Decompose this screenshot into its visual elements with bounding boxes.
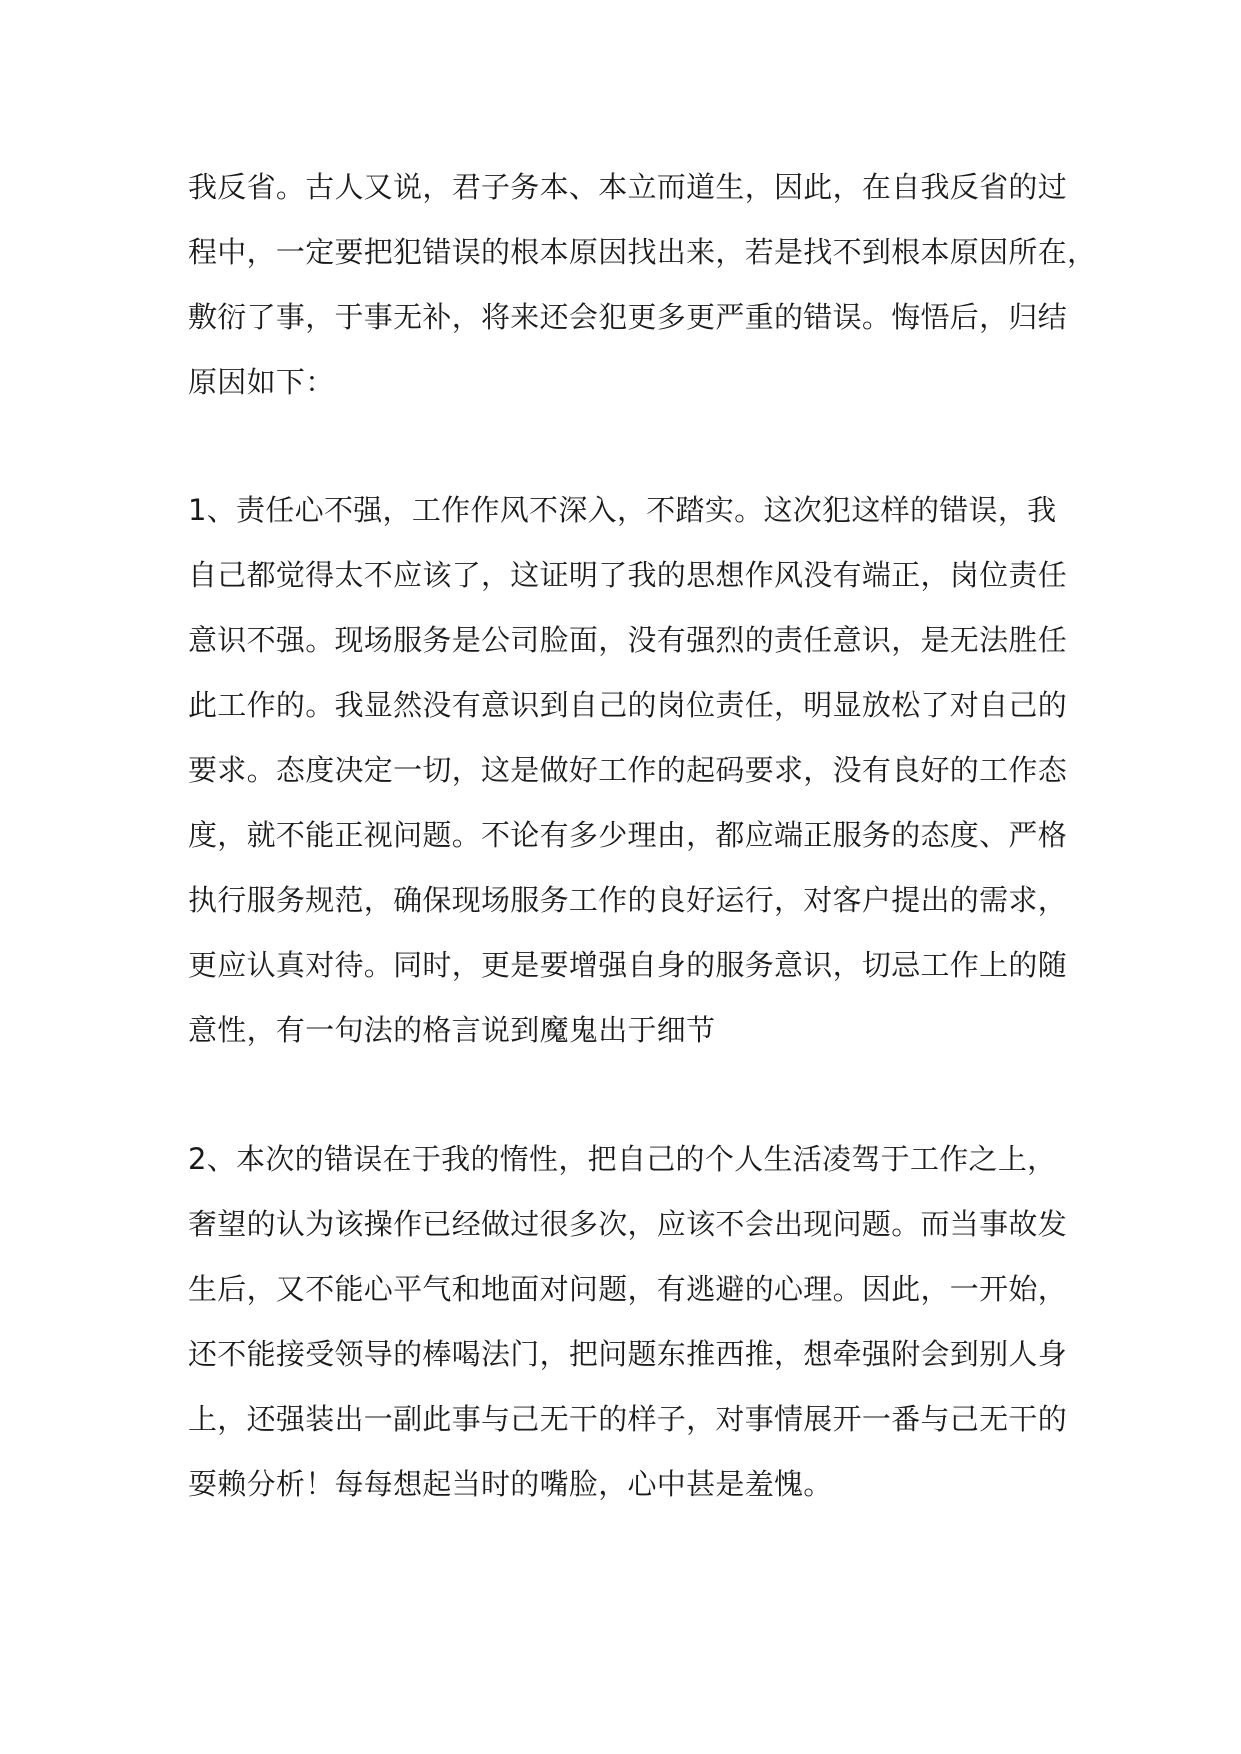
paragraph-line: 敷衍了事，于事无补，将来还会犯更多更严重的错误。悔悟后，归结 xyxy=(188,300,1068,334)
paragraph-line: 原因如下： xyxy=(188,365,335,399)
paragraph-line: 意性，有一句法的格言说到魔鬼出于细节 xyxy=(188,1013,716,1047)
paragraph-line: 意识不强。现场服务是公司脸面，没有强烈的责任意识，是无法胜任 xyxy=(188,623,1068,657)
paragraph-line: 更应认真对待。同时，更是要增强自身的服务意识，切忌工作上的随 xyxy=(188,948,1068,982)
paragraph-line: 程中，一定要把犯错误的根本原因找出来，若是找不到根本原因所在， xyxy=(188,235,1097,269)
paragraph-line: 上，还强装出一副此事与己无干的样子，对事情展开一番与己无干的 xyxy=(188,1402,1068,1436)
paragraph-line: 奢望的认为该操作已经做过很多次，应该不会出现问题。而当事故发 xyxy=(188,1207,1068,1241)
paragraph-line: 要求。态度决定一切，这是做好工作的起码要求，没有良好的工作态 xyxy=(188,753,1068,787)
paragraph-line: 自己都觉得太不应该了，这证明了我的思想作风没有端正，岗位责任 xyxy=(188,558,1068,592)
paragraph-line: 此工作的。我显然没有意识到自己的岗位责任，明显放松了对自己的 xyxy=(188,688,1068,722)
paragraph-line: 度，就不能正视问题。不论有多少理由，都应端正服务的态度、严格 xyxy=(188,818,1068,852)
paragraph-reason-2 xyxy=(188,1127,1068,1517)
paragraph-line: 耍赖分析！每每想起当时的嘴脸，心中甚是羞愧。 xyxy=(188,1467,833,1501)
paragraph-line: 2、本次的错误在于我的惰性，把自己的个人生活凌驾于工作之上， xyxy=(188,1142,1057,1176)
paragraph-intro xyxy=(188,155,1097,415)
paragraph-line: 我反省。古人又说，君子务本、本立而道生，因此，在自我反省的过 xyxy=(188,170,1068,204)
paragraph-line: 生后，又不能心平气和地面对问题，有逃避的心理。因此，一开始， xyxy=(188,1272,1068,1306)
paragraph-line: 还不能接受领导的棒喝法门，把问题东推西推，想牵强附会到别人身 xyxy=(188,1337,1068,1371)
paragraph-reason-1 xyxy=(188,478,1068,1063)
paragraph-line: 执行服务规范，确保现场服务工作的良好运行，对客户提出的需求， xyxy=(188,883,1068,917)
paragraph-line: 1、责任心不强，工作作风不深入，不踏实。这次犯这样的错误，我 xyxy=(188,493,1057,527)
